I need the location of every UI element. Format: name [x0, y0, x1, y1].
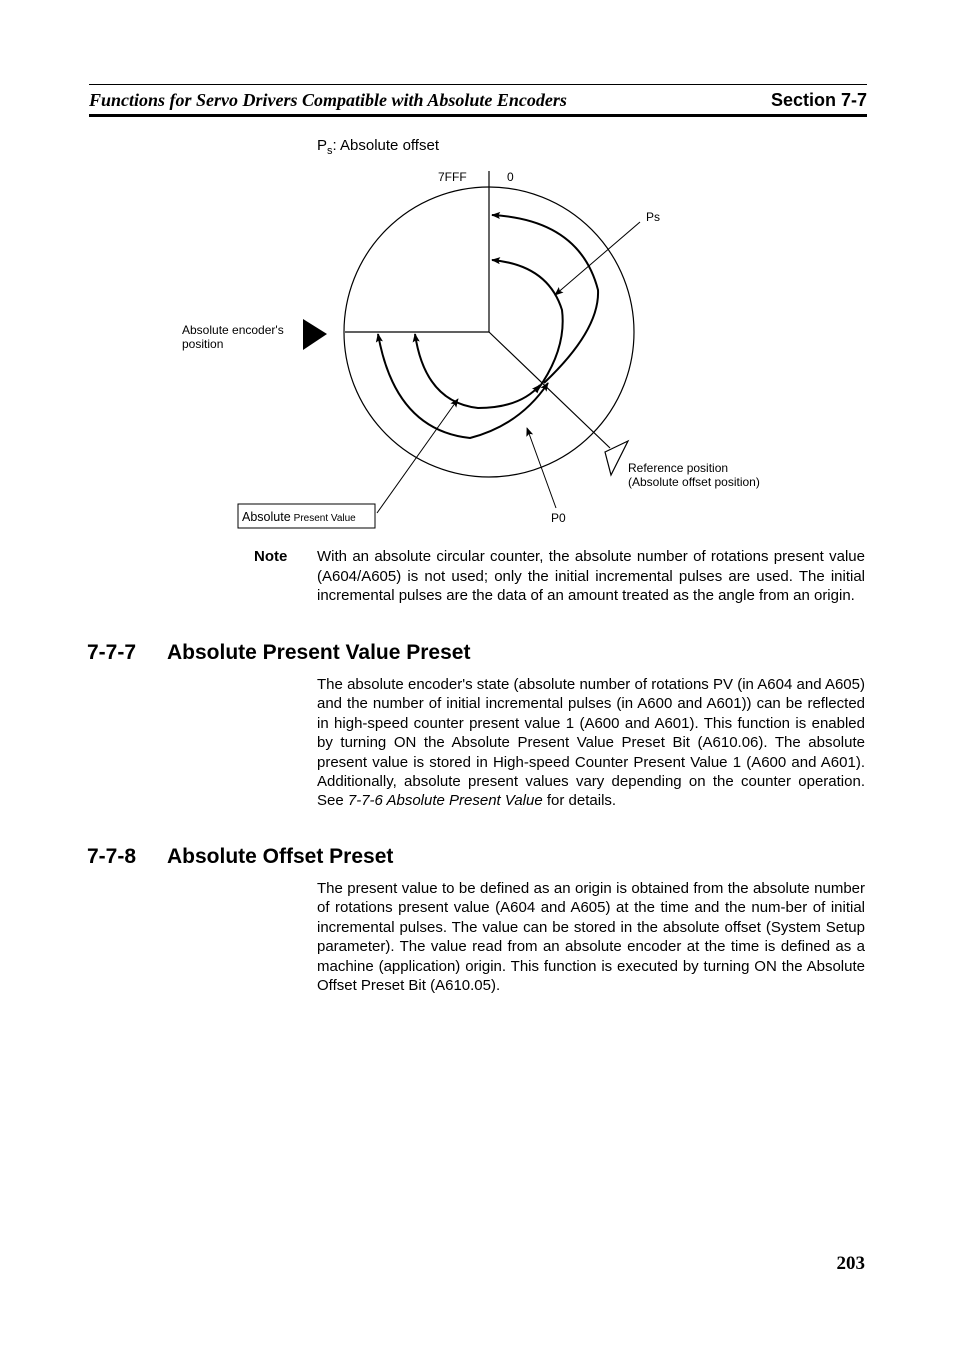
label-encoder-line2: position: [182, 337, 224, 351]
ps-leader-arrow: [555, 222, 640, 295]
body-text: The absolute encoder's state (absolute number of rotations PV (in A604 and A605) and the number of initial incremental pulses (in A600 and A601)) can be reflected in high-speed counter present value 1 (A600 and A601). This function is enabled by turning ON the Absolute Present Value Preset Bit (A610.06). The absolute present value is stored in High-speed Counter Present Value 1 (A600 and A601). Additionally, absolute present values vary depending on the counter operation. See: [317, 676, 865, 810]
caption-text: : Absolute offset: [332, 137, 439, 154]
label-encoder-line1: Absolute encoder's: [182, 323, 284, 337]
label-reference-line1: Reference position: [628, 461, 729, 475]
label-7fff: 7FFF: [438, 170, 467, 184]
encoder-position-marker: [303, 319, 327, 350]
label-reference-line2: (Absolute offset position): [628, 475, 760, 489]
label-present-value-main: Absolute: [242, 510, 291, 524]
label-p0: [551, 511, 566, 525]
present-value-arc-inner: [415, 334, 540, 408]
section-7-7-7-body: [317, 675, 865, 811]
section-7-7-8-body: The present value to be defined as an origin is obtained from the absolute number of rotations present value (A604 and A605) at the time and the num-ber of initial incremental pulses. The value can be stored in the absolute offset (System Setup parameter). The value read from an absolute encoder at the time is defined as a machine (application) origin. This function is executed by turning ON the Absolute Offset Preset Bit (A610.05).: [317, 880, 865, 995]
header-section-label: Section 7-7: [770, 90, 867, 110]
section-title: Absolute Offset Preset: [167, 845, 394, 868]
section-number: 7-7-8: [87, 845, 137, 868]
label-present-value-small: Present Value: [293, 513, 356, 524]
body-text-end: for details.: [542, 792, 617, 810]
reference-position-line: [489, 332, 610, 448]
cross-reference: 7-7-6 Absolute Present Value: [347, 792, 543, 810]
note-label: Note: [254, 548, 288, 565]
label-zero: 0: [507, 170, 514, 184]
page-number: 203: [836, 1253, 865, 1274]
caption-p: P: [317, 137, 328, 154]
note-text: With an absolute circular counter, the absolute number of rotations present value (A604/A605) is not used; only the initial incremental pulses are used. The initial incremental pulses are the data of an amount treated as the angle from an origin.: [317, 548, 865, 604]
label-present-value: [242, 510, 356, 524]
p0-leader-arrow: [527, 428, 556, 508]
absolute-offset-diagram: [0, 0, 954, 545]
ps-arc-inner: [492, 260, 563, 392]
label-p0-sub: 0: [559, 511, 566, 525]
caption-subscript: s: [327, 145, 333, 157]
header-title: Functions for Servo Drivers Compatible with Absolute Encoders: [89, 90, 567, 110]
label-ps: Ps: [646, 210, 661, 224]
section-heading-7-7-7: [87, 640, 470, 666]
ps-arc-outer: [492, 215, 598, 383]
section-title: Absolute Present Value Preset: [167, 641, 471, 664]
section-number: 7-7-7: [87, 641, 137, 664]
section-heading-7-7-8: [87, 844, 393, 870]
label-p0-main: P: [551, 511, 560, 525]
present-value-arc-outer: [378, 334, 548, 438]
